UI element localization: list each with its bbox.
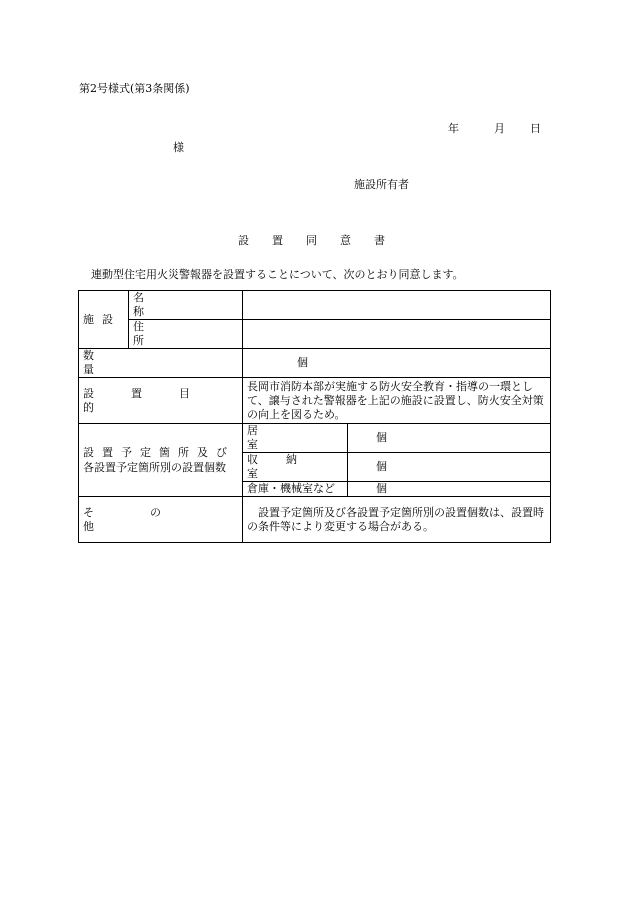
location-count-2[interactable] [348, 482, 551, 497]
purpose-text: 長岡市消防本部が実施する防火安全教育・指導の一環として、譲与された警報器を上記の施設に設置し、防火安全対策の向上を図るため。 [243, 378, 551, 424]
consent-table [78, 290, 551, 543]
quantity-field[interactable] [243, 349, 551, 378]
location-name-1: 収納室 [243, 453, 348, 482]
quantity-unit: 個 [297, 356, 308, 369]
address-label: 住所 [133, 320, 214, 347]
location-unit-2: 個 [376, 482, 387, 495]
purpose-label: 設置目的 [83, 386, 227, 414]
location-count-1[interactable] [348, 453, 551, 482]
location-name-2: 倉庫・機械室など [243, 482, 348, 497]
quantity-label-cell [79, 349, 243, 378]
date-month: 月 [494, 122, 505, 135]
date-day: 日 [530, 122, 541, 135]
date-year: 年 [448, 122, 459, 135]
owner-label: 施設所有者 [354, 178, 409, 191]
other-label-cell [79, 497, 243, 543]
date-line [448, 120, 541, 136]
name-label-cell [129, 291, 243, 320]
location-label-1: 設置予定箇所及び [83, 446, 235, 459]
location-count-0[interactable] [348, 424, 551, 453]
facility-label-text: 施設 [83, 312, 121, 326]
location-unit-0: 個 [376, 431, 387, 444]
intro-text: 連動型住宅用火災警報器を設置することについて、次のとおり同意します。 [91, 268, 464, 281]
other-text: 設置予定箇所及び各設置予定箇所別の設置個数は、設置時の条件等により変更する場合がある。 [243, 497, 551, 543]
quantity-label: 数量 [83, 349, 224, 376]
location-label-2: 各設置予定箇所別の設置個数 [83, 461, 226, 474]
facility-label [79, 291, 129, 349]
addressee-suffix: 様 [173, 141, 184, 154]
other-label: その他 [83, 505, 217, 533]
document-title: 設置同意書 [238, 234, 408, 247]
name-label: 名称 [133, 291, 214, 318]
location-unit-1: 個 [376, 460, 387, 473]
location-name-0: 居室 [243, 424, 348, 453]
purpose-label-cell [79, 378, 243, 424]
location-label-cell [79, 424, 243, 497]
name-field[interactable] [243, 291, 551, 320]
form-number: 第2号様式(第3条関係) [79, 82, 190, 95]
address-label-cell [129, 320, 243, 349]
address-field[interactable] [243, 320, 551, 349]
